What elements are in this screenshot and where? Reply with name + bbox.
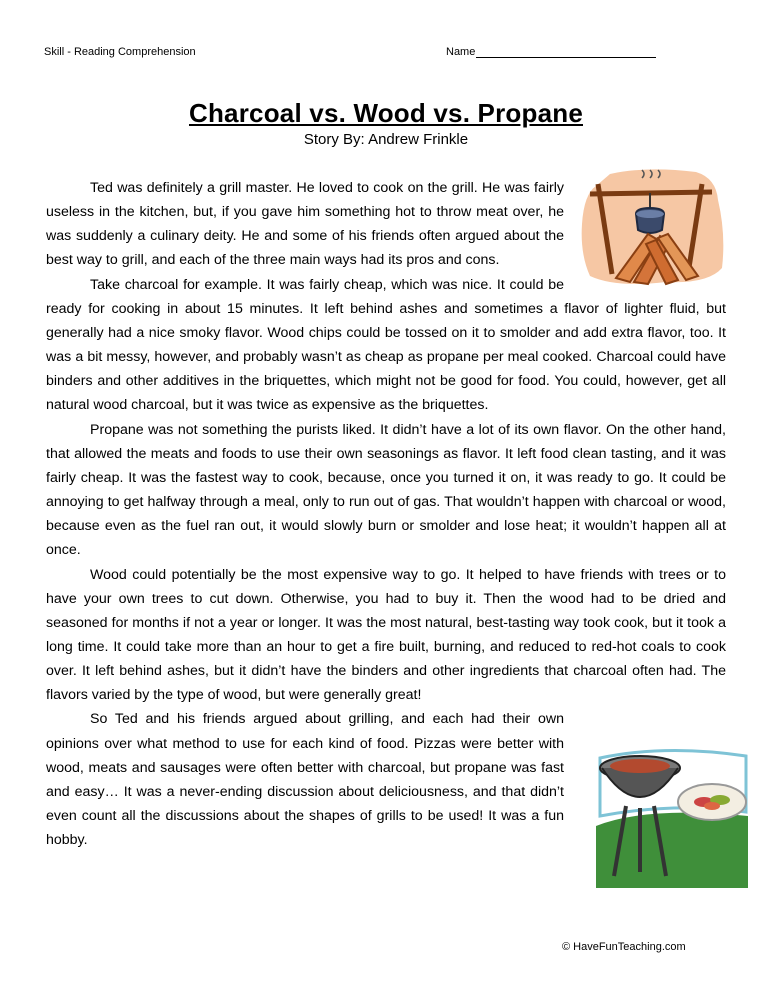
- barbecue-grill-icon: [596, 746, 748, 888]
- name-blank-line[interactable]: [476, 46, 656, 58]
- name-field: [446, 46, 656, 58]
- paragraph-1: Ted was definitely a grill master. He loved to cook on the grill. He was fairly useless in the kitchen, but, if you gave him something hot to throw meat over, he was suddenly a culinary deity. He and some of his friends often argued about the best way to grill, and each of the three main ways had its pros and cons.: [46, 180, 564, 269]
- copyright-footer: © HaveFunTeaching.com: [562, 941, 686, 953]
- page-header: [44, 46, 664, 62]
- paragraph-3: Propane was not something the purists liked. It didn’t have a lot of its own flavor. On the other hand, that allowed the meats and foods to use their own seasonings as flavor. It left food clean tasting, and it was fairly cheap. It was the fastest way to cook, because, once you turned it on, it was ready to go. It could be annoying to get halfway through a meal, only to run out of gas. That wouldn’t happen with charcoal or wood, because even as the fuel ran out, it would slowly burn or smolder and lose heat; it wouldn’t happen all at once.: [46, 421, 726, 559]
- paragraph-4: Wood could potentially be the most expensive way to go. It helped to have friends with trees or to have your own trees to cut down. Otherwise, you had to buy it. Then the wood had to be dried and seasoned for months if not a year or longer. It was the most natural, best-tasting way took cook, but it took a long time. It could take more than an hour to get a fire built, burning, and reduced to red-hot coals to cook over. It left behind ashes, but it didn’t have the binders and other ingredients that charcoal often had. The flavors varied by the type of wood, but were generally great!: [46, 566, 726, 704]
- name-label: Name: [446, 46, 476, 58]
- paragraph-5: So Ted and his friends argued about grilling, and each had their own opinions over what method to use for each kind of food. Pizzas were better with wood, meats and sausages were often better with charcoal, but propane was fast and easy… It was a never-ending discussion about deliciousness, and that didn’t even count all the discussions about the shapes of grills to be used! It was a fun hobby.: [46, 711, 564, 849]
- story-byline: Story By: Andrew Frinkle: [303, 131, 469, 148]
- campfire-with-kettle-icon: [576, 164, 726, 288]
- story-title: Charcoal vs. Wood vs. Propane: [189, 98, 583, 128]
- skill-label: Skill - Reading Comprehension: [44, 46, 196, 58]
- paragraph-2: Take charcoal for example. It was fairly cheap, which was nice. It could be ready for cooking in about 15 minutes. It left behind ashes and sometimes a flavor of lighter fluid, but generally had a nice smoky flavor. Wood chips could be tossed on it to smolder and add extra flavor, too. It was a bit messy, however, and probably wasn’t as cheap as propane per meal cooked. Charcoal could have binders and other additives in the briquettes, which might not be good for food. You could, however, get all natural wood charcoal, but it was twice as expensive as the briquettes.: [46, 276, 726, 414]
